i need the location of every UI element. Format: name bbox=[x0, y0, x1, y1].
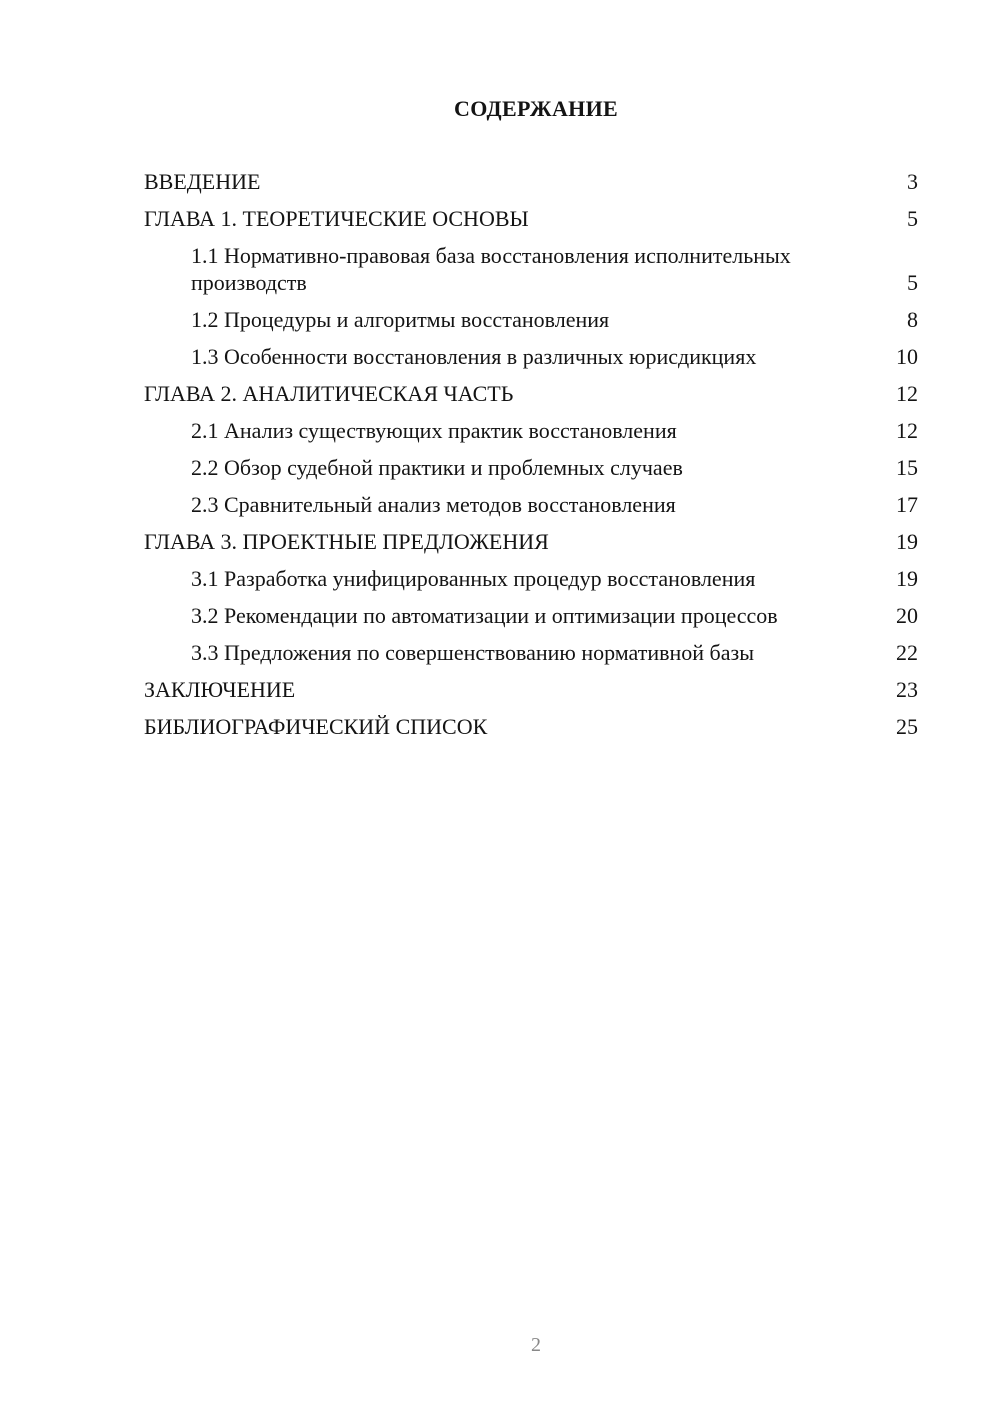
toc-entry-page: 12 bbox=[896, 418, 918, 443]
toc-entry-section-3-1[interactable] bbox=[144, 565, 918, 592]
toc-entry-text: ЗАКЛЮЧЕНИЕ bbox=[144, 677, 296, 702]
toc-entry-text: ГЛАВА 3. ПРОЕКТНЫЕ ПРЕДЛОЖЕНИЯ bbox=[144, 529, 549, 554]
toc-entry-text: ГЛАВА 2. АНАЛИТИЧЕСКАЯ ЧАСТЬ bbox=[144, 381, 514, 406]
toc-entry-section-1-2[interactable] bbox=[144, 306, 918, 333]
toc-entry-introduction[interactable] bbox=[144, 168, 918, 195]
page-number: 2 bbox=[531, 1334, 541, 1356]
toc-entry-page: 22 bbox=[896, 640, 918, 665]
toc-entry-page: 12 bbox=[896, 381, 918, 406]
toc-entry-text: 3.3 Предложения по совершенствованию нормативной базы bbox=[191, 640, 754, 665]
table-of-contents bbox=[144, 168, 918, 750]
toc-entry-page: 5 bbox=[907, 270, 918, 295]
toc-entry-section-1-3[interactable] bbox=[144, 343, 918, 370]
toc-entry-section-2-2[interactable] bbox=[144, 454, 918, 481]
toc-entry-page: 17 bbox=[896, 492, 918, 517]
toc-entry-page: 25 bbox=[896, 714, 918, 739]
toc-entry-text: 2.2 Обзор судебной практики и проблемных случаев bbox=[191, 455, 683, 480]
toc-entry-text: 3.2 Рекомендации по автоматизации и оптимизации процессов bbox=[191, 603, 778, 628]
toc-entry-text: ВВЕДЕНИЕ bbox=[144, 169, 261, 194]
toc-entry-text: 2.1 Анализ существующих практик восстановления bbox=[191, 418, 677, 443]
toc-entry-chapter-2[interactable] bbox=[144, 380, 918, 407]
toc-entry-conclusion[interactable] bbox=[144, 676, 918, 703]
toc-entry-page: 15 bbox=[896, 455, 918, 480]
toc-entry-page: 19 bbox=[896, 566, 918, 591]
toc-entry-page: 8 bbox=[907, 307, 918, 332]
toc-entry-text: 1.3 Особенности восстановления в различных юрисдикциях bbox=[191, 344, 757, 369]
toc-entry-page: 5 bbox=[907, 206, 918, 231]
toc-entry-page: 3 bbox=[907, 169, 918, 194]
toc-entry-chapter-1[interactable] bbox=[144, 205, 918, 232]
toc-entry-text: 1.1 Нормативно-правовая база восстановления исполнительных производств bbox=[191, 243, 791, 295]
toc-entry-page: 23 bbox=[896, 677, 918, 702]
toc-entry-section-1-1[interactable] bbox=[144, 242, 918, 296]
toc-entry-section-2-3[interactable] bbox=[144, 491, 918, 518]
toc-entry-text: ГЛАВА 1. ТЕОРЕТИЧЕСКИЕ ОСНОВЫ bbox=[144, 206, 529, 231]
toc-entry-bibliography[interactable] bbox=[144, 713, 918, 740]
toc-entry-text: 2.3 Сравнительный анализ методов восстановления bbox=[191, 492, 676, 517]
toc-entry-page: 19 bbox=[896, 529, 918, 554]
toc-entry-page: 10 bbox=[896, 344, 918, 369]
toc-entry-text: БИБЛИОГРАФИЧЕСКИЙ СПИСОК bbox=[144, 714, 488, 739]
toc-entry-text: 1.2 Процедуры и алгоритмы восстановления bbox=[191, 307, 610, 332]
toc-entry-chapter-3[interactable] bbox=[144, 528, 918, 555]
toc-entry-page: 20 bbox=[896, 603, 918, 628]
toc-entry-section-2-1[interactable] bbox=[144, 417, 918, 444]
toc-entry-text: 3.1 Разработка унифицированных процедур восстановления bbox=[191, 566, 756, 591]
toc-heading: СОДЕРЖАНИЕ bbox=[454, 96, 618, 121]
toc-entry-section-3-2[interactable] bbox=[144, 602, 918, 629]
toc-entry-section-3-3[interactable] bbox=[144, 639, 918, 666]
